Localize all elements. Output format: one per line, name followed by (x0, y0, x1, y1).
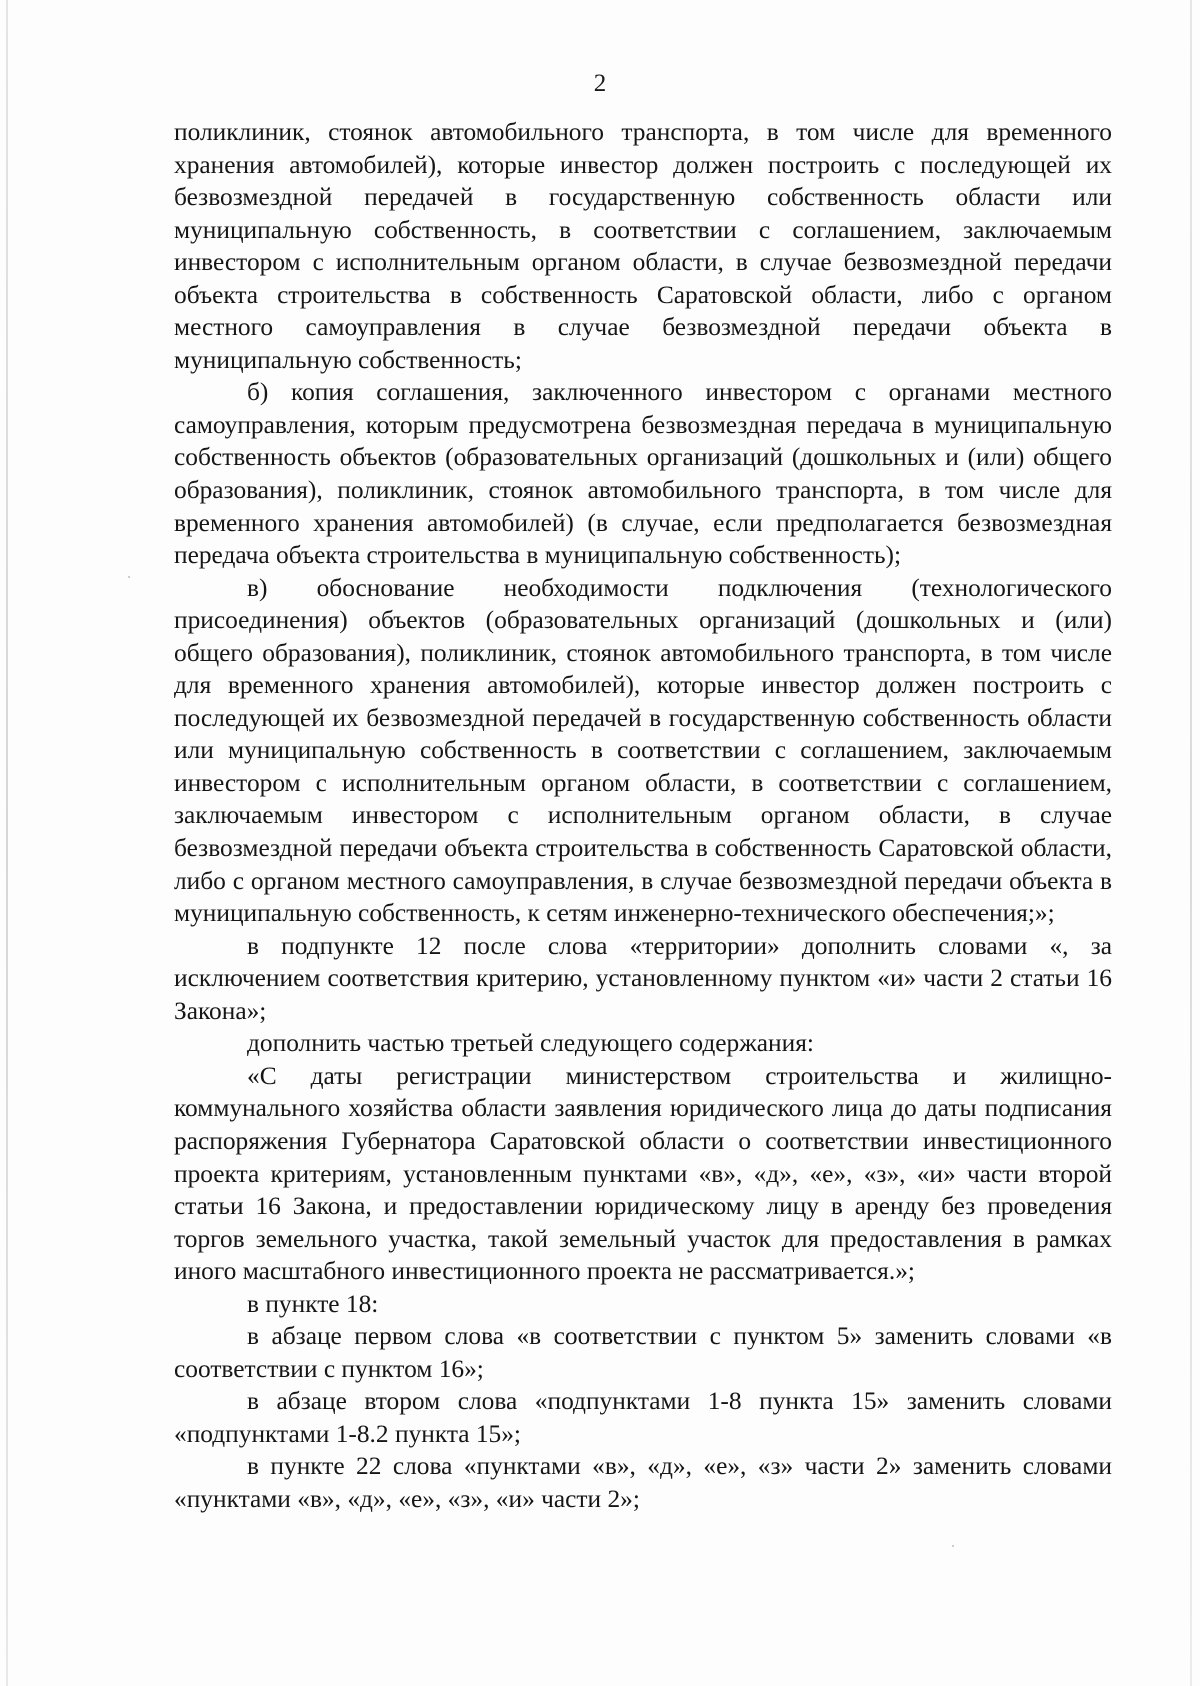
scan-speck (952, 1545, 954, 1547)
scan-speck (128, 576, 130, 578)
scan-edge-right (1190, 0, 1192, 1686)
paragraph-point-22: в пункте 22 слова «пунктами «в», «д», «е», «з» части 2» заменить словами «пунктами «в», «д», «е», «з», «и» части 2»; (174, 1452, 1112, 1513)
paragraph-continuation: поликлиник, стоянок автомобильного транспорта, в том числе для временного хранения автомобилей), которые инвестор должен построить с последующей их безвозмездной передачей в государственную собственность области или муниципальную собственность, в соответствии с соглашением, заключаемым инвестором с исполнительным органом области, в случае безвозмездной передачи объекта строительства в собственность Саратовской области, либо с органом местного самоуправления в случае безвозмездной передачи объекта в муниципальную собственность; (174, 118, 1112, 374)
paragraph-item-b: б) копия соглашения, заключенного инвестором с органами местного самоуправления, которым предусмотрена безвозмездная передача в муниципальную собственность объектов (образовательных организаций (дошкольных и (или) общего образования), поликлиник, стоянок автомобильного транспорта, в том числе для временного хранения автомобилей) (в случае, если предполагается безвозмездная передача объекта строительства в муниципальную собственность); (174, 378, 1112, 570)
paragraph-subpoint-12: в подпункте 12 после слова «территории» дополнить словами «, за исключением соответствия критерию, установленному пунктом «и» части 2 статьи 16 Закона»; (174, 931, 1112, 1025)
paragraph-quoted-text: «С даты регистрации министерством строительства и жилищно-коммунального хозяйства области заявления юридического лица до даты подписания распоряжения Губернатора Саратовской области о соответствии инвестиционного проекта критериям, установленным пунктами «в», «д», «е», «з», «и» части второй статьи 16 Закона, и предоставлении юридическому лицу в аренду без проведения торгов земельного участка, такой земельный участок для предоставления в рамках иного масштабного инвестиционного проекта не рассматривается.»; (174, 1061, 1112, 1286)
scan-edge-left (6, 0, 8, 1686)
paragraph-first-abzac: в абзаце первом слова «в соответствии с пунктом 5» заменить словами «в соответствии с пунктом 16»; (174, 1322, 1112, 1383)
paragraph-add-part-three: дополнить частью третьей следующего содержания: (247, 1029, 814, 1058)
paragraph-second-abzac: в абзаце втором слова «подпунктами 1-8 пункта 15» заменить словами «подпунктами 1-8.2 пункта 15»; (174, 1387, 1112, 1448)
page-number: 2 (593, 70, 607, 97)
paragraph-item-v: в) обоснование необходимости подключения (технологического присоединения) объектов (образовательных организаций (дошкольных и (или) общего образования), поликлиник, стоянок автомобильного транспорта, в том числе для временного хранения автомобилей), которые инвестор должен построить с последующей их безвозмездной передачей в государственную собственность области или муниципальную собственность в соответствии с соглашением, заключаемым инвестором с исполнительным органом области, в соответствии с соглашением, заключаемым инвестором с исполнительным органом области, в случае безвозмездной передачи объекта строительства в собственность Саратовской области, либо с органом местного самоуправления, в случае безвозмездной передачи объекта в муниципальную собственность, к сетям инженерно-технического обеспечения;»; (174, 573, 1112, 928)
paragraph-point-18: в пункте 18: (247, 1289, 379, 1318)
document-body (174, 116, 1112, 1516)
